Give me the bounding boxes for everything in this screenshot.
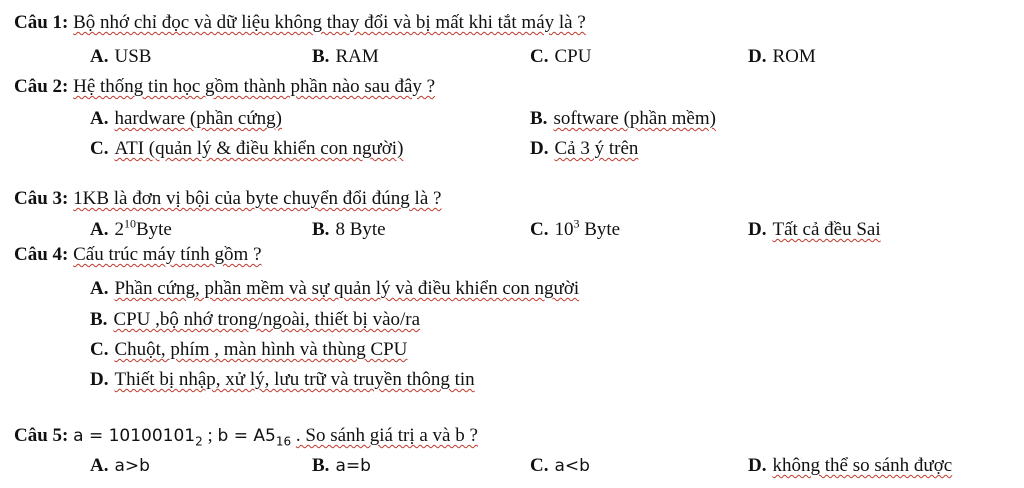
question-4-label: Câu 4: <box>14 244 69 265</box>
q5-option-b: B. a=b <box>312 455 371 476</box>
q1-option-c: C. CPU <box>530 46 592 67</box>
question-5-label: Câu 5: <box>14 425 69 446</box>
q5-b-expression: $b = A5_{16}$ <box>217 426 292 449</box>
question-1 <box>14 12 586 34</box>
question-2-label: Câu 2: <box>14 76 69 97</box>
q2-option-a: A. hardware (phần cứng) <box>90 108 282 129</box>
q1-option-d: D. ROM <box>748 46 816 67</box>
question-2-text: Hệ thống tin học gồm thành phần nào sau đây ? <box>73 76 436 97</box>
question-4-text: Cấu trúc máy tính gồm ? <box>73 244 262 265</box>
question-3-label: Câu 3: <box>14 188 69 209</box>
q2-option-c: C. ATI (quản lý & điều khiển con người) <box>90 138 404 159</box>
q3-option-d: D. Tất cả đều Sai <box>748 219 881 240</box>
q4-option-a: A. Phần cứng, phần mềm và sự quản lý và điều khiển con người <box>90 278 580 299</box>
q1-option-b: B. RAM <box>312 46 379 67</box>
question-3-text: 1KB là đơn vị bội của byte chuyển đổi đúng là ? <box>73 188 442 209</box>
q5-option-d: D. không thể so sánh được <box>748 455 953 476</box>
q5-option-a: A. a>b <box>90 455 150 476</box>
q3-option-a: A. $2^{10}Byte$ <box>90 216 172 240</box>
question-2 <box>14 76 435 98</box>
q2-option-d: D. Cả 3 ý trên <box>530 138 639 159</box>
question-5: Câu 5: $a = 10100101_2$ ; $b = A5_{16}$ . So sánh giá trị a và b ? <box>14 425 478 449</box>
q3-option-b: B. 8 Byte <box>312 219 386 240</box>
q5-a-expression: $a = 10100101_2$ <box>73 426 203 449</box>
question-5-text: . So sánh giá trị a và b ? <box>295 425 478 446</box>
q5-option-c: C. a<b <box>530 455 590 476</box>
q4-option-d: D. Thiết bị nhập, xử lý, lưu trữ và truyền thông tin <box>90 369 475 390</box>
question-1-label: Câu 1: <box>14 12 69 33</box>
q2-option-b: B. software (phần mềm) <box>530 108 716 129</box>
q1-option-a: A. USB <box>90 46 152 67</box>
question-3 <box>14 188 441 210</box>
question-1-text: Bộ nhớ chỉ đọc và dữ liệu không thay đổi và bị mất khi tắt máy là ? <box>73 12 586 33</box>
q4-option-b: B. CPU ,bộ nhớ trong/ngoài, thiết bị vào/ra <box>90 309 421 330</box>
q3-option-c: C. $10^3$ Byte <box>530 216 621 240</box>
q4-option-c: C. Chuột, phím , màn hình và thùng CPU <box>90 339 408 360</box>
question-4 <box>14 244 262 266</box>
